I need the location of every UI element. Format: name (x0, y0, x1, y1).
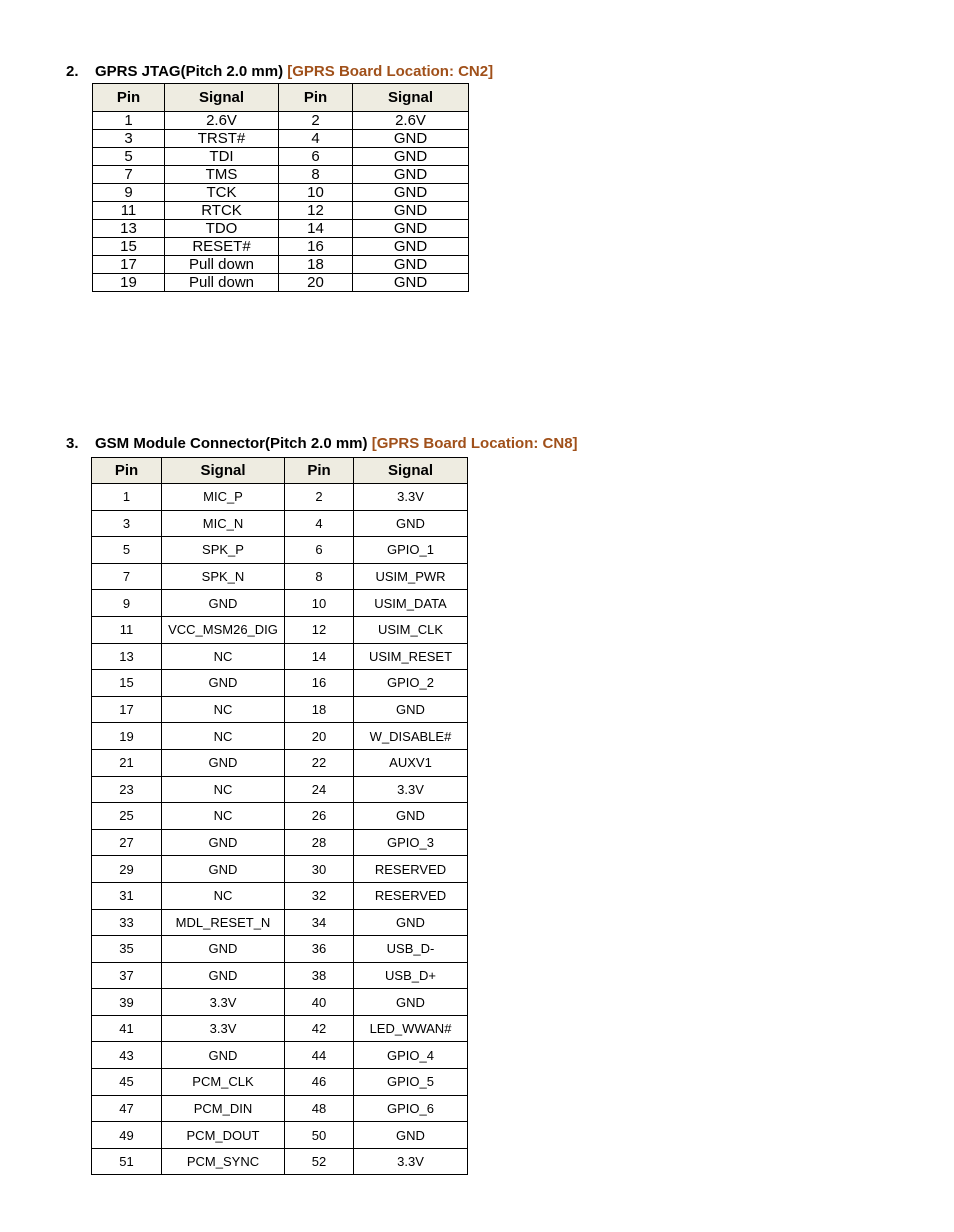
signal-cell: GND (162, 590, 285, 617)
signal-cell: GND (353, 166, 469, 184)
signal-cell: PCM_DOUT (162, 1122, 285, 1149)
gsm-board-location: [GPRS Board Location: CN8] (371, 435, 578, 452)
signal-cell: USIM_PWR (354, 563, 468, 590)
pin-number-cell: 3 (92, 510, 162, 537)
pin-number-cell: 10 (285, 590, 354, 617)
pin-number-cell: 4 (285, 510, 354, 537)
signal-cell: GND (354, 510, 468, 537)
signal-cell: TRST# (165, 130, 279, 148)
pin-number-cell: 26 (285, 803, 354, 830)
table-row (92, 1042, 468, 1069)
pin-number-cell: 1 (92, 484, 162, 511)
signal-cell: GND (162, 856, 285, 883)
table-row (92, 882, 468, 909)
signal-cell: Pull down (165, 274, 279, 292)
pin-number-cell: 51 (92, 1148, 162, 1175)
table-row (93, 184, 469, 202)
pin-number-cell: 24 (285, 776, 354, 803)
signal-cell: GND (162, 936, 285, 963)
pin-number-cell: 18 (285, 696, 354, 723)
pin-number-cell: 15 (92, 670, 162, 697)
pin-number-cell: 13 (92, 643, 162, 670)
table-row (92, 909, 468, 936)
table-row (93, 238, 469, 256)
table-row (92, 670, 468, 697)
pin-number-cell: 14 (279, 220, 353, 238)
table-row (92, 484, 468, 511)
jtag-section-number: 2. (66, 63, 79, 80)
pin-number-cell: 9 (92, 590, 162, 617)
table-row (92, 563, 468, 590)
pin-number-cell: 3 (93, 130, 165, 148)
table-row (93, 274, 469, 292)
signal-cell: GPIO_4 (354, 1042, 468, 1069)
signal-cell: GND (354, 696, 468, 723)
signal-cell: TDI (165, 148, 279, 166)
signal-cell: TCK (165, 184, 279, 202)
pin-number-cell: 13 (93, 220, 165, 238)
table-row (92, 1015, 468, 1042)
pin-number-cell: 12 (279, 202, 353, 220)
signal-cell: NC (162, 696, 285, 723)
pin-number-cell: 46 (285, 1069, 354, 1096)
pin-number-cell: 1 (93, 112, 165, 130)
column-header: Signal (165, 84, 279, 112)
pin-number-cell: 11 (93, 202, 165, 220)
signal-cell: Pull down (165, 256, 279, 274)
table-row (92, 643, 468, 670)
pin-number-cell: 23 (92, 776, 162, 803)
column-header: Pin (279, 84, 353, 112)
pin-number-cell: 44 (285, 1042, 354, 1069)
table-row (93, 256, 469, 274)
column-header: Pin (92, 458, 162, 484)
pin-number-cell: 25 (92, 803, 162, 830)
pin-number-cell: 33 (92, 909, 162, 936)
column-header: Pin (285, 458, 354, 484)
table-row (92, 1122, 468, 1149)
pin-number-cell: 7 (93, 166, 165, 184)
signal-cell: MIC_P (162, 484, 285, 511)
signal-cell: RTCK (165, 202, 279, 220)
table-row (93, 202, 469, 220)
signal-cell: GND (354, 909, 468, 936)
signal-cell: W_DISABLE# (354, 723, 468, 750)
signal-cell: PCM_CLK (162, 1069, 285, 1096)
signal-cell: GND (353, 274, 469, 292)
signal-cell: 3.3V (354, 1148, 468, 1175)
column-header: Signal (354, 458, 468, 484)
pin-number-cell: 17 (93, 256, 165, 274)
signal-cell: GPIO_2 (354, 670, 468, 697)
pin-number-cell: 22 (285, 749, 354, 776)
signal-cell: TDO (165, 220, 279, 238)
pin-number-cell: 42 (285, 1015, 354, 1042)
pin-number-cell: 12 (285, 616, 354, 643)
signal-cell: VCC_MSM26_DIG (162, 616, 285, 643)
table-header-row (92, 458, 468, 484)
pin-number-cell: 41 (92, 1015, 162, 1042)
signal-cell: 3.3V (162, 989, 285, 1016)
pin-number-cell: 16 (285, 670, 354, 697)
pin-number-cell: 31 (92, 882, 162, 909)
signal-cell: USIM_CLK (354, 616, 468, 643)
pin-number-cell: 4 (279, 130, 353, 148)
column-header: Signal (162, 458, 285, 484)
signal-cell: RESET# (165, 238, 279, 256)
jtag-pin-table (92, 83, 469, 292)
table-row (92, 989, 468, 1016)
table-row (93, 166, 469, 184)
signal-cell: 2.6V (353, 112, 469, 130)
table-row (92, 936, 468, 963)
signal-cell: MDL_RESET_N (162, 909, 285, 936)
pin-number-cell: 28 (285, 829, 354, 856)
signal-cell: RESERVED (354, 856, 468, 883)
signal-cell: NC (162, 643, 285, 670)
pin-number-cell: 36 (285, 936, 354, 963)
signal-cell: GPIO_1 (354, 537, 468, 564)
table-row (92, 510, 468, 537)
table-row (92, 829, 468, 856)
signal-cell: GND (353, 148, 469, 166)
table-row (92, 803, 468, 830)
signal-cell: GND (353, 220, 469, 238)
pin-number-cell: 45 (92, 1069, 162, 1096)
table-row (93, 148, 469, 166)
signal-cell: GND (162, 670, 285, 697)
pin-number-cell: 19 (93, 274, 165, 292)
signal-cell: 3.3V (354, 776, 468, 803)
pin-number-cell: 30 (285, 856, 354, 883)
pin-number-cell: 15 (93, 238, 165, 256)
pin-number-cell: 16 (279, 238, 353, 256)
gsm-heading (66, 435, 578, 453)
signal-cell: GND (162, 749, 285, 776)
signal-cell: 2.6V (165, 112, 279, 130)
signal-cell: USIM_DATA (354, 590, 468, 617)
pin-number-cell: 29 (92, 856, 162, 883)
signal-cell: MIC_N (162, 510, 285, 537)
pin-number-cell: 21 (92, 749, 162, 776)
signal-cell: LED_WWAN# (354, 1015, 468, 1042)
signal-cell: GND (162, 829, 285, 856)
pin-number-cell: 8 (279, 166, 353, 184)
table-row (92, 776, 468, 803)
pin-number-cell: 5 (92, 537, 162, 564)
table-header-row (93, 84, 469, 112)
signal-cell: GPIO_6 (354, 1095, 468, 1122)
pin-number-cell: 52 (285, 1148, 354, 1175)
signal-cell: USB_D- (354, 936, 468, 963)
pin-number-cell: 11 (92, 616, 162, 643)
pin-number-cell: 7 (92, 563, 162, 590)
pin-number-cell: 20 (285, 723, 354, 750)
pin-number-cell: 43 (92, 1042, 162, 1069)
pin-number-cell: 47 (92, 1095, 162, 1122)
signal-cell: PCM_SYNC (162, 1148, 285, 1175)
table-row (92, 590, 468, 617)
column-header: Pin (93, 84, 165, 112)
signal-cell: TMS (165, 166, 279, 184)
table-row (93, 130, 469, 148)
pin-number-cell: 48 (285, 1095, 354, 1122)
pin-number-cell: 39 (92, 989, 162, 1016)
signal-cell: GND (353, 130, 469, 148)
pin-number-cell: 34 (285, 909, 354, 936)
signal-cell: SPK_P (162, 537, 285, 564)
signal-cell: RESERVED (354, 882, 468, 909)
jtag-heading (66, 63, 493, 81)
table-row (92, 1148, 468, 1175)
pin-number-cell: 17 (92, 696, 162, 723)
pin-number-cell: 35 (92, 936, 162, 963)
pin-number-cell: 9 (93, 184, 165, 202)
signal-cell: GND (354, 803, 468, 830)
pin-number-cell: 49 (92, 1122, 162, 1149)
gsm-section-title: GSM Module Connector(Pitch 2.0 mm) (95, 435, 368, 452)
pin-number-cell: 20 (279, 274, 353, 292)
signal-cell: GPIO_5 (354, 1069, 468, 1096)
table-row (92, 1095, 468, 1122)
pin-number-cell: 19 (92, 723, 162, 750)
signal-cell: GND (353, 202, 469, 220)
signal-cell: GND (162, 1042, 285, 1069)
signal-cell: GND (353, 256, 469, 274)
signal-cell: PCM_DIN (162, 1095, 285, 1122)
pin-number-cell: 38 (285, 962, 354, 989)
pin-number-cell: 40 (285, 989, 354, 1016)
pin-number-cell: 27 (92, 829, 162, 856)
signal-cell: AUXV1 (354, 749, 468, 776)
gsm-pin-table (91, 457, 468, 1175)
pin-number-cell: 6 (279, 148, 353, 166)
jtag-board-location: [GPRS Board Location: CN2] (287, 63, 494, 80)
table-row (92, 537, 468, 564)
signal-cell: GND (354, 989, 468, 1016)
table-row (92, 723, 468, 750)
signal-cell: GND (354, 1122, 468, 1149)
pin-number-cell: 8 (285, 563, 354, 590)
table-row (92, 962, 468, 989)
signal-cell: USIM_RESET (354, 643, 468, 670)
signal-cell: 3.3V (162, 1015, 285, 1042)
signal-cell: GND (353, 184, 469, 202)
signal-cell: SPK_N (162, 563, 285, 590)
table-row (92, 616, 468, 643)
signal-cell: 3.3V (354, 484, 468, 511)
table-row (93, 112, 469, 130)
signal-cell: NC (162, 803, 285, 830)
pin-number-cell: 32 (285, 882, 354, 909)
jtag-section-title: GPRS JTAG(Pitch 2.0 mm) (95, 63, 284, 80)
pin-number-cell: 50 (285, 1122, 354, 1149)
pin-number-cell: 2 (285, 484, 354, 511)
pin-number-cell: 10 (279, 184, 353, 202)
pin-number-cell: 18 (279, 256, 353, 274)
signal-cell: GPIO_3 (354, 829, 468, 856)
table-row (93, 220, 469, 238)
pin-number-cell: 14 (285, 643, 354, 670)
signal-cell: USB_D+ (354, 962, 468, 989)
table-row (92, 856, 468, 883)
signal-cell: NC (162, 776, 285, 803)
signal-cell: NC (162, 882, 285, 909)
table-row (92, 1069, 468, 1096)
pin-number-cell: 37 (92, 962, 162, 989)
pin-number-cell: 6 (285, 537, 354, 564)
table-row (92, 749, 468, 776)
column-header: Signal (353, 84, 469, 112)
signal-cell: GND (353, 238, 469, 256)
signal-cell: GND (162, 962, 285, 989)
pin-number-cell: 5 (93, 148, 165, 166)
table-row (92, 696, 468, 723)
signal-cell: NC (162, 723, 285, 750)
gsm-section-number: 3. (66, 435, 79, 452)
pin-number-cell: 2 (279, 112, 353, 130)
